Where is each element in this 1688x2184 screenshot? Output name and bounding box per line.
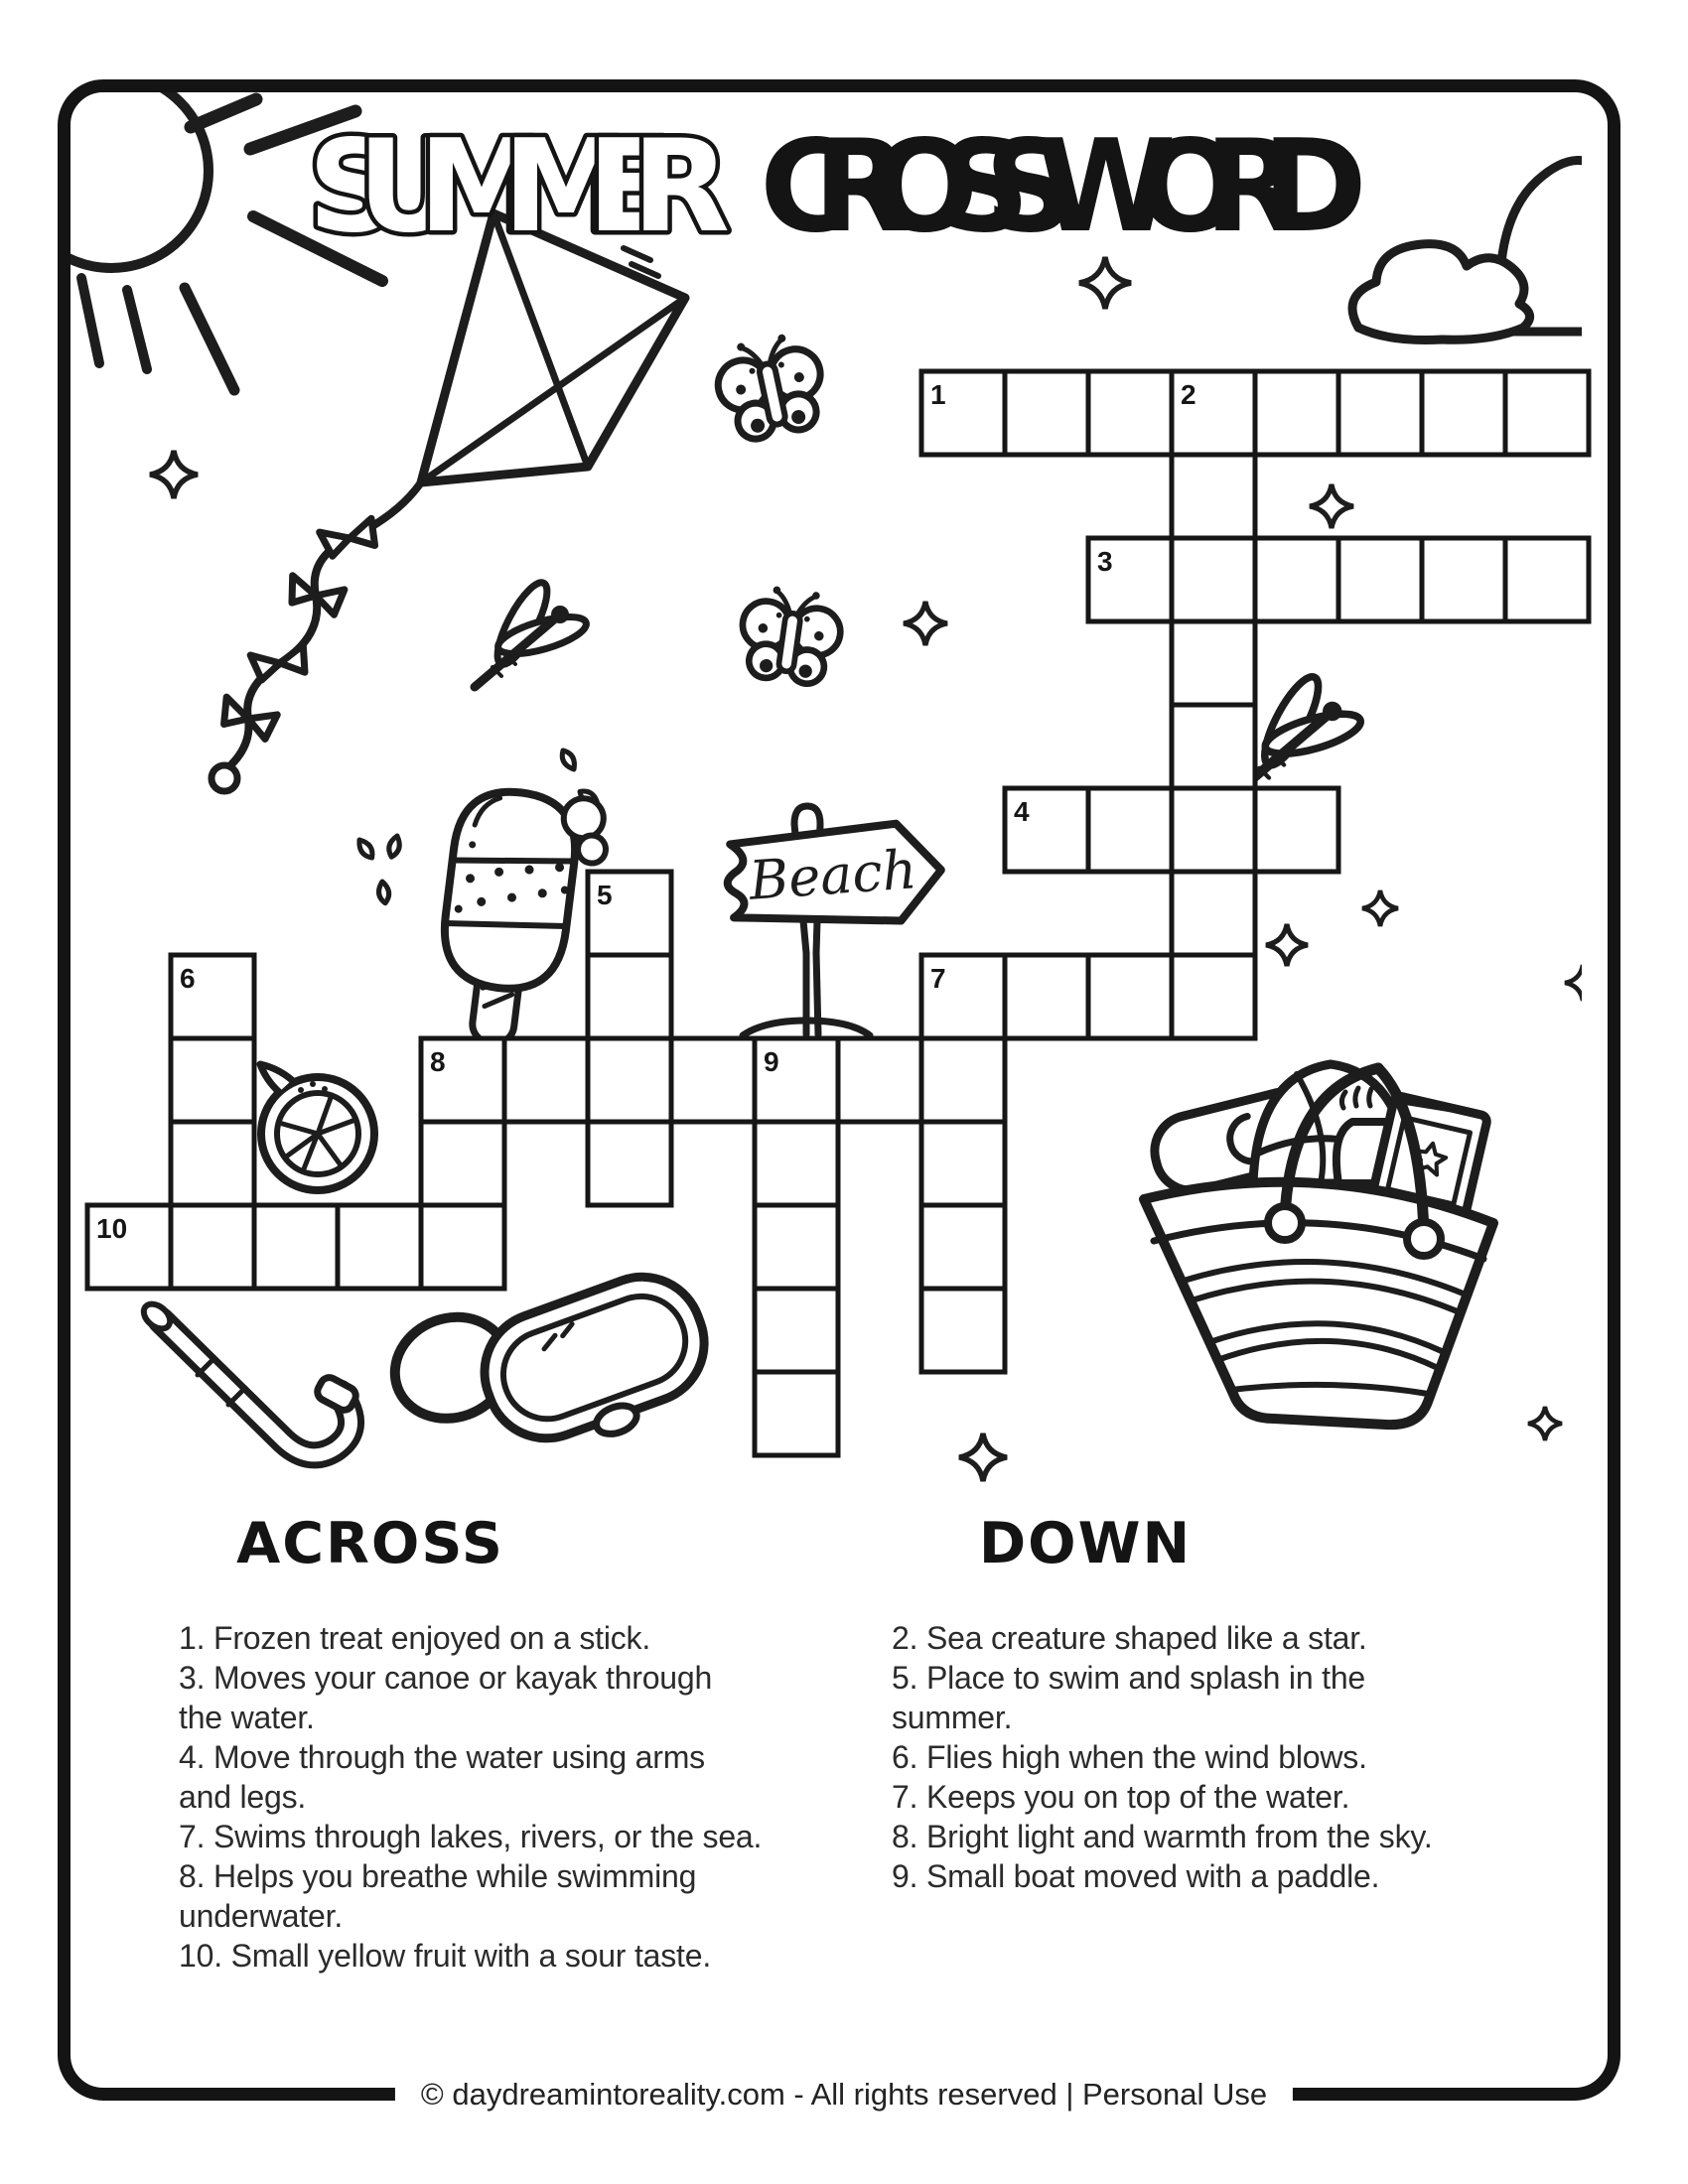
clue-item: 4. Move through the water using arms and legs. bbox=[179, 1739, 705, 1815]
title-word-summer: SUMMER bbox=[308, 113, 730, 261]
cell-number: 1 bbox=[930, 379, 946, 410]
clue-item: 1. Frozen treat enjoyed on a stick. bbox=[179, 1620, 651, 1656]
across-clue-list bbox=[179, 1618, 762, 1976]
clue-item: 7. Swims through lakes, rivers, or the sea. bbox=[179, 1819, 763, 1854]
clue-item: 5. Place to swim and splash in the summer. bbox=[892, 1660, 1366, 1735]
title-word-crossword: CROSSWORD bbox=[760, 113, 1367, 261]
cell-number: 9 bbox=[764, 1046, 779, 1077]
across-heading: ACROSS bbox=[236, 1511, 504, 1576]
clue-item: 7. Keeps you on top of the water. bbox=[892, 1779, 1350, 1815]
cell-number: 10 bbox=[96, 1213, 128, 1244]
down-clue-list bbox=[892, 1618, 1433, 1896]
cell-number: 8 bbox=[430, 1046, 446, 1077]
cell-number: 2 bbox=[1181, 379, 1196, 410]
clue-item: 6. Flies high when the wind blows. bbox=[892, 1739, 1367, 1775]
clue-item: 2. Sea creature shaped like a star. bbox=[892, 1620, 1367, 1656]
cell-number: 4 bbox=[1014, 796, 1030, 827]
clue-item: 8. Bright light and warmth from the sky. bbox=[892, 1819, 1433, 1854]
clue-item: 10. Small yellow fruit with a sour taste. bbox=[179, 1938, 712, 1974]
cell-number: 3 bbox=[1097, 546, 1113, 577]
cell-number: 6 bbox=[180, 963, 196, 994]
cell-number: 7 bbox=[930, 963, 946, 994]
page-title bbox=[298, 103, 1470, 272]
cell-number: 5 bbox=[597, 880, 613, 910]
down-heading: DOWN bbox=[978, 1511, 1193, 1576]
clue-item: 9. Small boat moved with a paddle. bbox=[892, 1858, 1380, 1894]
beach-sign-label: Beach bbox=[747, 838, 919, 912]
footer-credit: © daydreamintoreality.com - All rights reserved | Personal Use bbox=[395, 2077, 1293, 2113]
clue-item: 8. Helps you breathe while swimming underwater. bbox=[179, 1858, 697, 1934]
clue-item: 3. Moves your canoe or kayak through the water. bbox=[179, 1660, 713, 1735]
